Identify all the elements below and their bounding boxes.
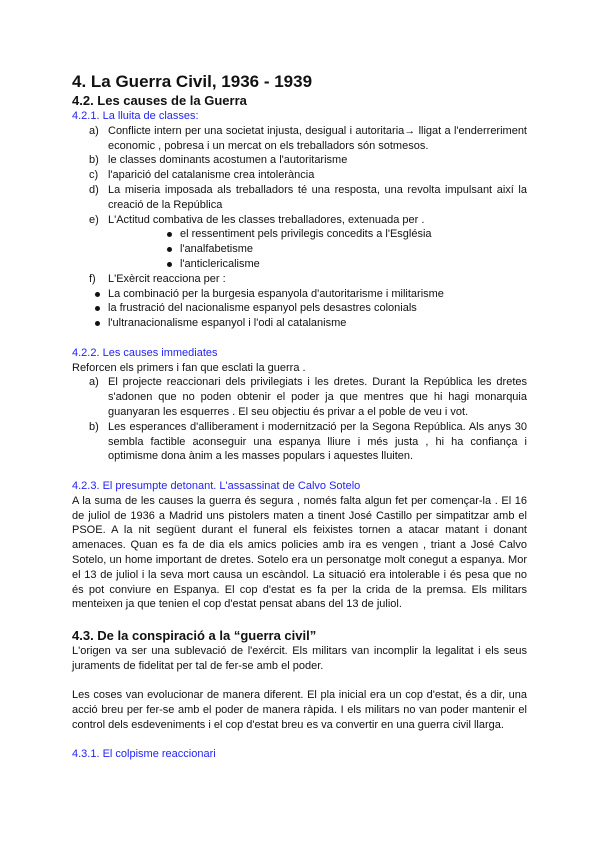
paragraph: L'origen va ser una sublevació de l'exércit. Els militars van incomplir la legalitat i els seus juraments de fidelitat per tal de fer-se amb el poder.	[72, 644, 527, 672]
list-item-text: l'aparició del catalanisme crea intolerància	[108, 169, 315, 182]
subsection-heading-4-2-1: 4.2.1. La lluita de classes:	[72, 110, 199, 122]
bullet-text: l'ultranacionalisme espanyol i l'odi al catalanisme	[108, 317, 347, 330]
list-item	[72, 168, 527, 183]
section-heading-4-3: 4.3. De la conspiració a la “guerra civil”	[72, 627, 317, 643]
bullet-item	[180, 227, 527, 242]
bullet-item	[180, 257, 527, 272]
bullet-item	[108, 301, 527, 316]
document-title: 4. La Guerra Civil, 1936 - 1939	[72, 72, 313, 91]
list-item-text: Les esperances d'alliberament i modernització per la Segona República. Als anys 30 sembla factible aconseguir una espanya lliure i més justa , hi ha confiança i optimisme dona ànim a les masses populars i aquestes lluiten.	[108, 420, 527, 463]
list-item	[72, 213, 527, 272]
list-item	[72, 272, 527, 331]
list-item-text: El projecte reaccionari dels privilegiats i les dretes. Durant la República les dretes s'adonen que no poden obtenir el poder ja que mentres que hi hagi monarquia guanyaran les esquerres . El seu objectiu és privar a el poble de veu i vot.	[108, 376, 527, 418]
list-item-text: La miseria imposada als treballadors té una resposta, una revolta impulsant així la creació de la República	[108, 183, 527, 211]
subsection-heading-4-2-2: 4.2.2. Les causes immediates	[72, 346, 218, 359]
bullet-icon	[95, 292, 100, 297]
bullet-item	[108, 287, 527, 302]
bullet-item	[180, 242, 527, 257]
list-marker: f)	[89, 272, 96, 285]
list-item	[72, 124, 527, 154]
list-marker: a)	[89, 376, 99, 389]
immediate-causes-list	[72, 375, 527, 464]
list-marker: a)	[89, 124, 99, 137]
list-item	[72, 153, 527, 168]
bullet-text: la frustració del nacionalisme espanyol pels desastres colonials	[108, 302, 417, 315]
list-item-text: le classes dominants acostumen a l'autoritarisme	[108, 154, 348, 167]
bullet-text: La combinació per la burgesia espanyola d'autoritarisme i militarisme	[108, 287, 444, 300]
list-marker: e)	[89, 213, 99, 226]
paragraph: A la suma de les causes la guerra és segura , només falta algun fet per començar-la . El 16 de juliol de 1936 a Madrid uns pistolers maten a tinent José Castillo per simpatitzar amb el PSOE. A la nit següent durant el funeral els feixistes tornen a atacar matant i donant amenaces. Quan es fa de dia els amics policies amb ira es vengen , triant a José Calvo Sotelo, un home important de dretes. Sotelo era un personatge molt conegut a espanya. Mor el 13 de juliol i la seva mort causa un escàndol. La situació era intolerable i és pesa que no és pot conviure en Espanya. El cop d'estat es fa per la crida de la premsa. Els militars menteixen ja que tenien el cop d'estat pensat abans del 13 de juliol.	[72, 494, 527, 611]
list-item	[72, 183, 527, 213]
bullet-icon	[167, 247, 172, 252]
bullet-text: l'anticlericalisme	[180, 257, 260, 270]
section-heading-4-2: 4.2. Les causes de la Guerra	[72, 93, 247, 108]
list-marker: b)	[89, 154, 99, 167]
list-marker: d)	[89, 183, 99, 196]
paragraph: Les coses van evolucionar de manera diferent. El pla inicial era un cop d'estat, és a dir, una acció breu per fer-se amb el poder de manera ràpida. I els militars no van poder mantenir el control dels esdeveniments i el cop d'estat breu es va convertir en una guerra civil llarga.	[72, 689, 527, 731]
list-item-text: Conflicte intern per una societat injusta, desigual i autoritaria→ lligat a l'enderreriment economic , pobresa i un mercat on els treballadors són sotmesos.	[108, 124, 527, 152]
list-marker: b)	[89, 420, 99, 433]
subsection-heading-4-2-3: 4.2.3. El presumpte detonant. L'assassinat de Calvo Sotelo	[72, 479, 361, 492]
bullet-text: el ressentiment pels privilegis concedits a l'Església	[180, 228, 432, 241]
list-item-text: L'Exèrcit reacciona per :	[108, 272, 226, 285]
list-item	[72, 420, 527, 464]
paragraph: Reforcen els primers i fan que esclati la guerra .	[72, 361, 306, 374]
bullet-text: l'analfabetisme	[180, 243, 254, 256]
list-item	[72, 375, 527, 419]
subsection-heading-4-3-1: 4.3.1. El colpisme reaccionari	[72, 748, 216, 761]
bullet-item	[108, 316, 527, 331]
class-struggle-list	[72, 124, 527, 331]
bullet-list	[108, 227, 527, 271]
list-item-text: L'Actitud combativa de les classes treballadores, extenuada per .	[108, 213, 425, 226]
document-page	[72, 72, 527, 762]
bullet-list	[108, 287, 527, 331]
bullet-icon	[95, 306, 100, 311]
bullet-icon	[95, 321, 100, 326]
list-marker: c)	[89, 169, 99, 182]
bullet-icon	[167, 232, 172, 237]
bullet-icon	[167, 262, 172, 267]
